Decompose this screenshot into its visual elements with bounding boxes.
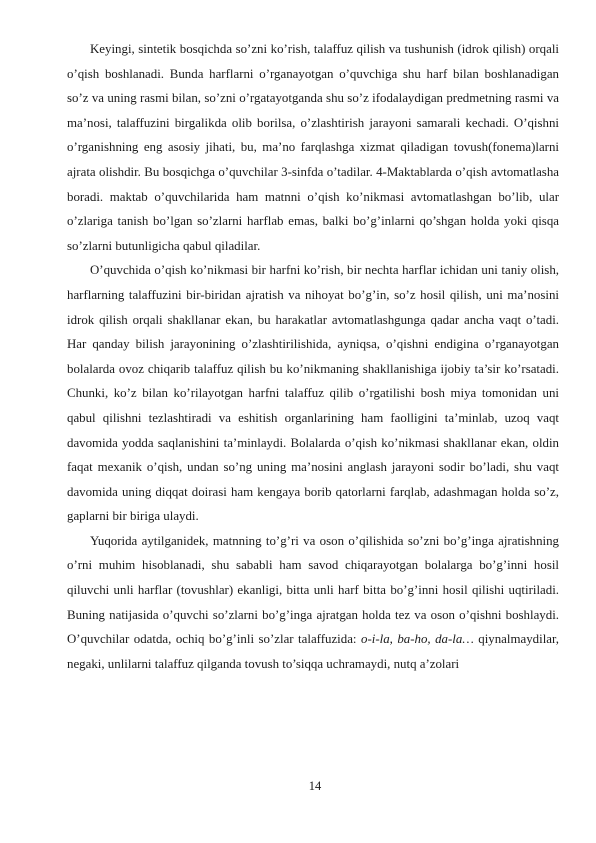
paragraph-1: Keyingi, sintetik bosqichda so’zni ko’rish, talaffuz qilish va tushunish (idrok qilish) orqali o’qish boshlanadi. Bunda harflarni o’rganayotgan o’quvchiga shu harf bilan boshlanadigan so’z va uning rasmi bilan, so’zni o’rgatayotganda shu so’z ifodalaydigan predmetning rasmi va ma’nosi, talaffuzini birgalikda olib borilsa, o’zlashtirish jarayoni samarali kechadi. O’qishni o’rganishning eng asosiy jihati, bu, ma’no farqlashga xizmat qiladigan tovush(fonema)larni ajrata olishdir. Bu bosqichga o’quvchilar 3-sinfda o’tadilar. 4-Maktablarda o’qish avtomatlasha boradi. maktab o’quvchilarida ham matnni o’qish ko’nikmasi avtomatlashgan bo’lib, ular o’zlariga tanish bo’lgan so’zlarni harflab emas, balki bo’g’inlarni qo’shgan holda yoki qisqa so’zlarni butunligicha qabul qiladilar.	[67, 42, 559, 253]
paragraph-3	[67, 529, 559, 677]
paragraph-3-italic-example: o-i-la, ba-ho, da-la…	[361, 632, 474, 647]
page-number: 14	[308, 779, 322, 793]
paragraph-3-text-after: qiynalmaydilar, negaki, unlilarni talaffuz qilganda tovush to’siqqa uchramaydi, nutq a’zolari	[67, 632, 559, 671]
paragraph-2: O’quvchida o’qish ko’nikmasi bir harfni ko’rish, bir nechta harflar ichidan uni taniy olish, harflarning talaffuzini bir-biridan ajratish va nihoyat bo’g’in, so’z hosil qilish, uni ma’nosini idrok qilish orqali shakllanar ekan, bu harakatlar avtomatlashgunga qadar ancha vaqt o’tadi. Har qanday bilish jarayonining o’zlashtirilishida, ayniqsa, o’qishni endigina o’rganayotgan bolalarda ovoz chiqarib talaffuz qilish bu ko’nikmaning shakllanishiga ijobiy ta’sir ko’rsatadi. Chunki, ko’z bilan ko’rilayotgan harfni talaffuz qilib o’rgatilishi bosh miya tomonidan uni qabul qilishni tezlashtiradi va eshitish organlarining ham faolligini ta’minlab, uzoq vaqt davomida yodda saqlanishini ta’minlaydi. Bolalarda o’qish ko’nikmasi shakllanar ekan, oldin faqat mexanik o’qish, undan so’ng uning ma’nosini anglash jarayoni sodir bo’ladi, shu vaqt davomida uning diqqat doirasi ham kengaya borib qatorlarni farqlab, adashmagan holda so’z, gaplarni bir biriga ulaydi.	[67, 263, 559, 524]
paragraph-3-text-before: Yuqorida aytilganidek, matnning to’g’ri va oson o’qilishida so’zni bo’g’inga ajratishning o’rni muhim hisoblanadi, shu sababli ham savod chiqarayotgan bolalarga bo’g’inni hosil qiluvchi unli harflar (tovushlar) ekanligi, bitta unli harf bitta bo’g’inni hosil qilishi uqtiriladi. Buning natijasida o’quvchi so’zlarni bo’g’inga ajratgan holda tez va oson o’qishni boshlaydi. O’quvchilar odatda, ochiq bo’g’inli so’zlar talaffuzida:	[67, 533, 559, 647]
body-text	[67, 37, 559, 676]
